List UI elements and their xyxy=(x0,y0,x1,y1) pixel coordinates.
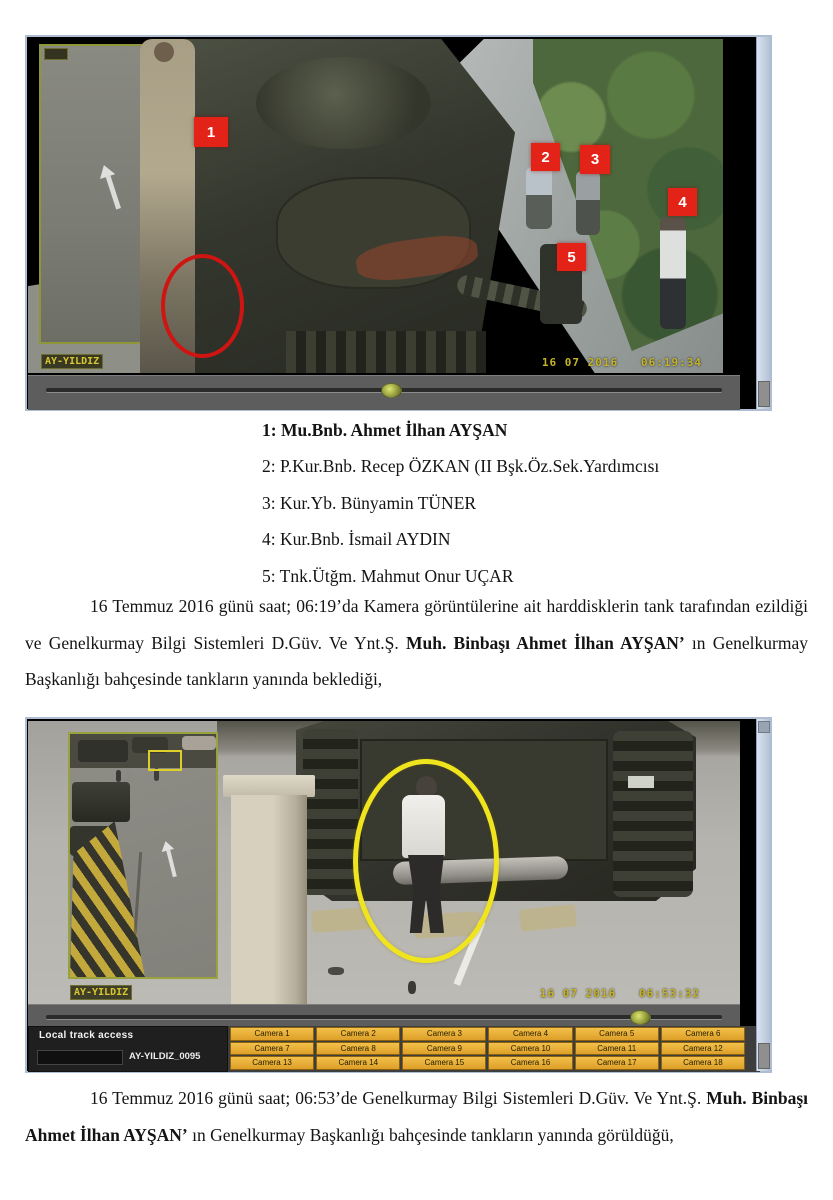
list-item: 1: Mu.Bnb. Ahmet İlhan AYŞAN xyxy=(262,420,508,440)
camera-button-7[interactable]: Camera 7 xyxy=(230,1042,314,1056)
person-figure xyxy=(660,217,686,329)
track-id-label: AY-YILDIZ_0095 xyxy=(129,1051,201,1062)
arrow-shaft-shape xyxy=(166,850,176,877)
camera-button-4[interactable]: Camera 4 xyxy=(488,1027,572,1041)
cctv2-pip-inset xyxy=(68,732,218,979)
list-item: 3: Kur.Yb. Bünyamin TÜNER xyxy=(262,492,477,513)
paragraph-2 xyxy=(25,1080,808,1153)
camera-button-16[interactable]: Camera 16 xyxy=(488,1056,572,1070)
camera-panel xyxy=(28,1026,760,1072)
camera-button-11[interactable]: Camera 11 xyxy=(575,1042,659,1056)
identified-persons-list xyxy=(262,412,659,594)
camera-button-3[interactable]: Camera 3 xyxy=(402,1027,486,1041)
camera-button-9[interactable]: Camera 9 xyxy=(402,1042,486,1056)
marker-box-5: 5 xyxy=(557,243,586,271)
camera-button-17[interactable]: Camera 17 xyxy=(575,1056,659,1070)
cctv2-photo xyxy=(28,721,740,1004)
timestamp-label: 16 07 2016 06:19:34 xyxy=(541,356,702,369)
cctv1-timeline[interactable] xyxy=(28,375,740,410)
local-track-panel xyxy=(28,1026,228,1072)
tank-track-shape xyxy=(303,729,358,895)
marker-box-4: 4 xyxy=(668,188,697,216)
cctv2-window-scrollbar[interactable] xyxy=(756,719,770,1071)
timeline-knob[interactable] xyxy=(630,1010,651,1025)
tank-tracks-shape xyxy=(286,331,486,373)
road-arrow-marking xyxy=(96,163,125,212)
camera-button-1[interactable]: Camera 1 xyxy=(230,1027,314,1041)
pip-vehicles-shape xyxy=(182,736,216,750)
list-item: 2: P.Kur.Bnb. Recep ÖZKAN (II Bşk.Öz.Sek.Yardımcısı xyxy=(262,456,660,477)
timeline-knob[interactable] xyxy=(381,383,402,398)
camera-button-6[interactable]: Camera 6 xyxy=(661,1027,745,1041)
tank-turret-shape xyxy=(256,57,431,149)
camera-button-2[interactable]: Camera 2 xyxy=(316,1027,400,1041)
paragraph-text: ın Genelkurmay Başkanlığı bahçesinde tankların yanında görüldüğü, xyxy=(187,1124,674,1145)
timestamp-label: 16 07 2016 06:53:32 xyxy=(539,987,700,1000)
red-circle-annotation xyxy=(161,254,244,358)
paragraph-bold-text: Muh. Binbaşı Ahmet İlhan AYŞAN’ xyxy=(25,1088,808,1145)
camera-grid xyxy=(230,1027,745,1070)
pip-tank-shape xyxy=(78,740,128,762)
pip-tag xyxy=(44,48,68,60)
paragraph-text: ın Genelkurmay Başkanlığı bahçesinde tankların yanında beklediği, xyxy=(25,632,809,690)
camera-button-13[interactable]: Camera 13 xyxy=(230,1056,314,1070)
paragraph-1 xyxy=(25,588,808,698)
camera-name-label: AY-YILDIZ xyxy=(41,354,103,369)
marker-box-1: 1 xyxy=(194,117,228,147)
arrow-shaft-shape xyxy=(105,176,120,210)
pip-person-shape xyxy=(116,770,121,782)
camera-button-8[interactable]: Camera 8 xyxy=(316,1042,400,1056)
road-arrow-marking xyxy=(159,840,180,879)
camera-button-12[interactable]: Camera 12 xyxy=(661,1042,745,1056)
local-track-title: Local track access xyxy=(39,1030,134,1041)
list-item: 5: Tnk.Ütğm. Mahmut Onur UÇAR xyxy=(262,565,514,586)
track-input-field[interactable] xyxy=(37,1050,123,1065)
letterbox-band xyxy=(723,39,740,373)
camera-button-15[interactable]: Camera 15 xyxy=(402,1056,486,1070)
marker-box-2: 2 xyxy=(531,143,560,171)
camera-button-14[interactable]: Camera 14 xyxy=(316,1056,400,1070)
camera-name-label: AY-YILDIZ xyxy=(70,985,132,1000)
paragraph-text: 16 Temmuz 2016 günü saat; 06:19’da Kamera görüntülerine ait harddisklerin tank tarafından ezildiği ve Genelkurmay Bilgi Sistemleri D.Güv. Ve Ynt.Ş. xyxy=(25,596,808,653)
cctv2-scroll-up-button[interactable] xyxy=(758,721,770,733)
cctv2-timeline[interactable] xyxy=(28,1004,740,1027)
cctv1-window-scrollbar[interactable] xyxy=(756,37,770,409)
pip-road-line-shape xyxy=(133,852,142,944)
debris-shape xyxy=(408,981,416,994)
camera-button-5[interactable]: Camera 5 xyxy=(575,1027,659,1041)
pip-person-shape xyxy=(126,770,131,782)
gate-pillar-cap-shape xyxy=(223,775,315,797)
cctv1-scroll-thumb[interactable] xyxy=(758,381,770,407)
cctv-window-2 xyxy=(25,717,772,1073)
cctv1-photo xyxy=(28,39,740,373)
debris-shape xyxy=(328,967,344,975)
pip-tank-shape xyxy=(72,782,130,822)
person-figure xyxy=(576,171,600,235)
cctv2-scroll-thumb[interactable] xyxy=(758,1043,770,1069)
camera-button-10[interactable]: Camera 10 xyxy=(488,1042,572,1056)
gate-pillar-shape xyxy=(231,795,307,1004)
yellow-circle-annotation xyxy=(353,759,499,963)
cctv-window-1 xyxy=(25,35,772,411)
pip-highlight-rect xyxy=(148,750,182,771)
paragraph-text: 16 Temmuz 2016 günü saat; 06:53’de Genelkurmay Bilgi Sistemleri D.Güv. Ve Ynt.Ş. xyxy=(90,1088,707,1108)
paragraph-bold-text: Muh. Binbaşı Ahmet İlhan AYŞAN’ xyxy=(405,632,685,653)
timeline-track[interactable] xyxy=(46,1015,722,1020)
list-item: 4: Kur.Bnb. İsmail AYDIN xyxy=(262,529,451,550)
tank-track-shape xyxy=(613,731,693,897)
marker-box-3: 3 xyxy=(580,145,610,174)
tank-label-shape xyxy=(628,776,654,788)
camera-button-18[interactable]: Camera 18 xyxy=(661,1056,745,1070)
standing-person-head-shape xyxy=(154,42,174,62)
person-figure xyxy=(526,167,552,229)
